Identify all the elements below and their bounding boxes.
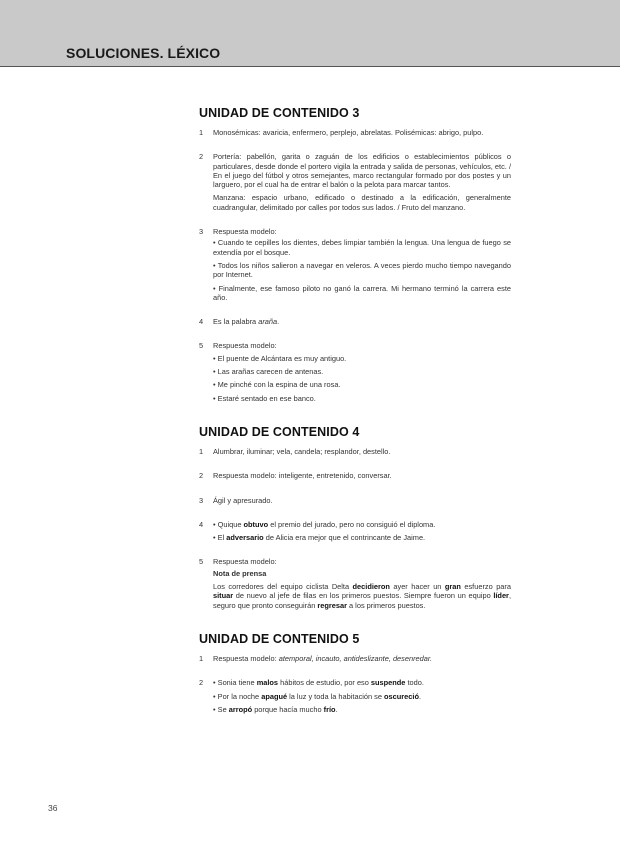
press-note xyxy=(213,582,511,610)
text-span: el premio del jurado, pero no consiguió el diploma. xyxy=(268,519,436,529)
bullet-item: • Estaré sentado en ese banco. xyxy=(213,393,316,403)
answer-item xyxy=(199,227,511,302)
definition-porteria: Portería: pabellón, garita o zaguán de los edificios o establecimientos públicos o particulares, desde donde el portero vigila la entrada y salida de personas, vehículos, etc. / En el juego del fútbol y otros semejantes, marco rectangular formado por dos postes y un larguero, por el cual ha de entrar el balón o la pelota para marcar tantos. xyxy=(213,152,511,190)
bullet-item: • Cuando te cepilles los dientes, debes limpiar también la lengua. Una lengua de fuego se extendía por el bosque. xyxy=(213,238,511,257)
item-number: 2 xyxy=(199,678,204,688)
text-span: Es la palabra xyxy=(213,317,259,327)
bold-word: gran xyxy=(444,582,461,592)
unit-3-section xyxy=(199,106,511,403)
text-span: esfuerzo para xyxy=(460,582,511,592)
item-intro: Respuesta modelo: xyxy=(213,227,277,237)
text-span: ayer hacer un xyxy=(389,582,445,592)
item-body xyxy=(213,654,511,663)
header-band xyxy=(0,0,620,67)
answer-item xyxy=(199,317,511,326)
page-title: SOLUCIONES. LÉXICO xyxy=(66,45,221,61)
item-number: 5 xyxy=(199,341,204,351)
text-span: todo. xyxy=(405,678,424,688)
item-number: 5 xyxy=(199,557,204,567)
text-span: de nuevo al jefe de filas en los primeros puestos. Siempre fueron un equipo xyxy=(233,591,494,601)
text-span: de Alicia era mejor que el contrincante de Jaime. xyxy=(263,533,426,543)
italic-word: araña xyxy=(258,317,278,327)
unit-title: UNIDAD DE CONTENIDO 4 xyxy=(199,424,360,439)
text-span: • Se xyxy=(213,704,229,714)
item-body: Monosémicas: avaricia, enfermero, perplejo, abrelatas. Polisémicas: abrigo, pulpo. xyxy=(213,128,484,137)
text-span: la luz y toda la habitación se xyxy=(287,691,385,701)
item-intro: Respuesta modelo: xyxy=(213,341,277,351)
item-body xyxy=(213,152,511,212)
text-span: . xyxy=(277,317,280,327)
item-intro: Respuesta modelo: xyxy=(213,557,277,567)
bullet-list xyxy=(213,354,511,403)
bullet-list xyxy=(213,238,511,302)
bold-word: líder xyxy=(493,591,509,601)
unit-title: UNIDAD DE CONTENIDO 5 xyxy=(199,631,360,646)
bold-word: arropó xyxy=(228,704,253,714)
bold-word: apagué xyxy=(261,691,288,701)
page-number: 36 xyxy=(48,803,58,813)
text-span: • El xyxy=(213,533,227,543)
text-span: hábitos de estudio, por eso xyxy=(278,678,371,688)
note-title: Nota de prensa xyxy=(213,568,267,578)
answer-item xyxy=(199,678,511,714)
answer-item xyxy=(199,447,511,456)
answer-item xyxy=(199,520,511,543)
sentence-line xyxy=(213,705,511,714)
sentence-line xyxy=(213,678,511,687)
bullet-item: • Finalmente, ese famoso piloto no ganó la carrera. Mi hermano terminó la carrera este año. xyxy=(213,283,511,302)
content-column xyxy=(199,106,511,736)
italic-words: atemporal, incauto, antideslizante, desenredar. xyxy=(278,653,433,663)
bold-word: adversario xyxy=(226,533,264,543)
item-number: 1 xyxy=(199,653,204,663)
item-number: 1 xyxy=(199,128,204,137)
text-span: a los primeros puestos. xyxy=(346,600,426,610)
answer-item xyxy=(199,152,511,212)
text-span: • Por la noche xyxy=(213,691,262,701)
text-span: Respuesta modelo: xyxy=(213,653,279,663)
text-span: , seguro que pronto conseguirán xyxy=(213,591,511,610)
item-body: Respuesta modelo: inteligente, entretenido, conversar. xyxy=(213,471,392,481)
item-body xyxy=(213,557,511,609)
text-span: . xyxy=(335,704,338,714)
bold-word: obtuvo xyxy=(243,519,269,529)
item-body xyxy=(213,317,511,326)
item-body xyxy=(213,227,511,302)
bullet-item: • Las arañas carecen de antenas. xyxy=(213,367,324,377)
item-number: 3 xyxy=(199,495,204,505)
answer-item xyxy=(199,128,511,137)
bold-word: frío xyxy=(323,704,336,714)
sentence-line xyxy=(213,692,511,701)
answer-item xyxy=(199,341,511,402)
text-span: • Sonia tiene xyxy=(213,678,257,688)
bold-word: suspende xyxy=(370,678,406,688)
unit-title: UNIDAD DE CONTENIDO 3 xyxy=(199,106,360,120)
text-span: Los corredores del equipo ciclista Delta xyxy=(213,582,353,592)
text-span: porque hacía mucho xyxy=(252,704,324,714)
item-body: Ágil y apresurado. xyxy=(213,495,273,505)
item-number: 4 xyxy=(199,519,204,529)
bullet-item: • Todos los niños salieron a navegar en veleros. A veces pierdo mucho tiempo navegando por Internet. xyxy=(213,260,511,280)
sentence-line xyxy=(213,533,511,542)
item-number: 4 xyxy=(199,317,204,327)
bullet-item: • Me pinché con la espina de una rosa. xyxy=(213,380,341,390)
sentence-line xyxy=(213,520,511,529)
bold-word: regresar xyxy=(317,600,347,610)
item-body: Alumbrar, iluminar; vela, candela; resplandor, destello. xyxy=(213,446,391,456)
definition-manzana: Manzana: espacio urbano, edificado o destinado a la edificación, generalmente cuadrangular, delimitado por calles por todos sus lados. / Fruto del manzano. xyxy=(213,193,511,212)
item-body xyxy=(213,520,511,543)
item-number: 3 xyxy=(199,227,204,237)
item-number: 2 xyxy=(199,471,204,481)
bold-word: situar xyxy=(213,591,234,601)
answer-item xyxy=(199,654,511,663)
item-body xyxy=(213,678,511,714)
item-number: 1 xyxy=(199,446,204,456)
bold-word: oscureció xyxy=(384,691,419,701)
item-number: 2 xyxy=(199,152,204,162)
answer-item xyxy=(199,496,511,505)
text-span: . xyxy=(418,691,422,701)
bold-word: malos xyxy=(256,678,279,688)
unit-5-section xyxy=(199,632,511,714)
answer-item xyxy=(199,471,511,480)
item-body xyxy=(213,341,511,402)
unit-4-section xyxy=(199,425,511,610)
bullet-item: • El puente de Alcántara es muy antiguo. xyxy=(213,353,347,363)
bold-word: decidieron xyxy=(352,582,390,592)
answer-item xyxy=(199,557,511,609)
text-span: • Quique xyxy=(213,519,244,529)
